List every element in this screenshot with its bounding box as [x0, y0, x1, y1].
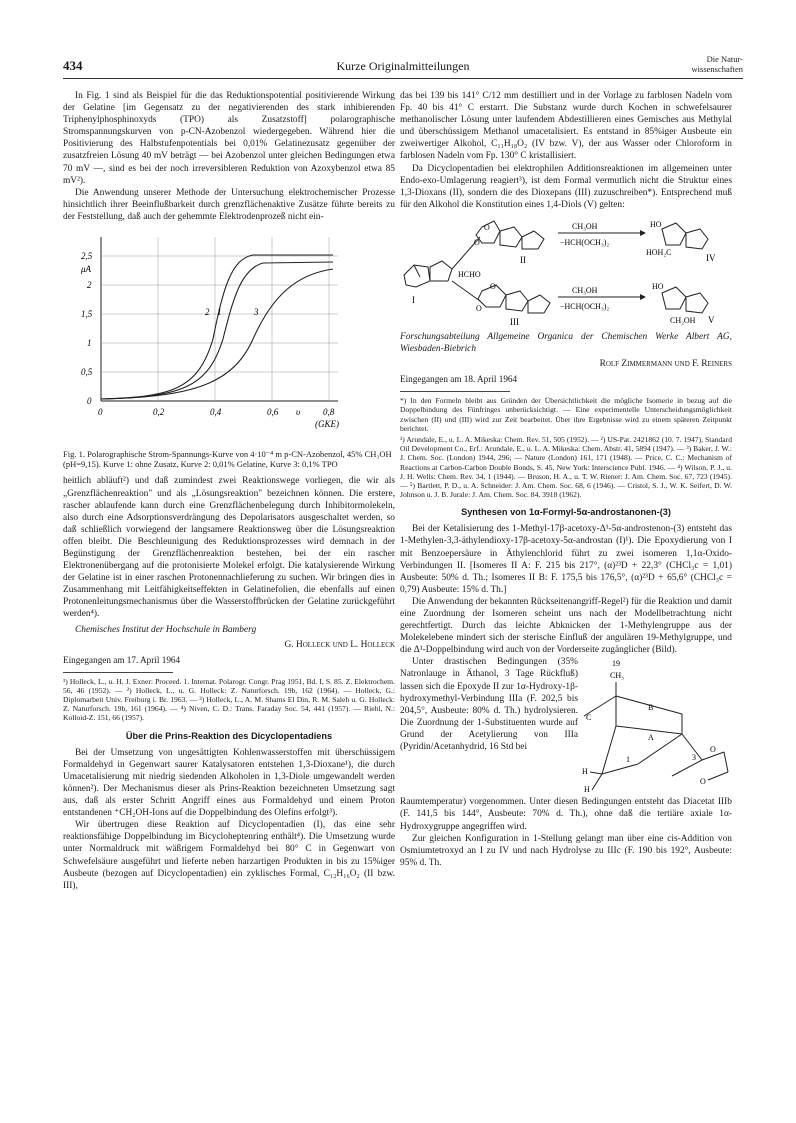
references: ¹) Holleck, L., u. H. J. Exner: Proceed. 1. Internat. Polarogr. Congr. Prag 1951, Bd. I, S. 85. Z. Elektrochem. 56, 46 (1952). — ²) Holleck, L., u. G. Holleck: Z. Naturforsch. 19b, 162 (1964). — Holleck, G.: Diplomarbeit Univ. Freiburg i. Br. 1963. — ³) Holleck, L., A. M. Shams El Din, R. M. Saleh u. G. Holleck: Z. Naturforsch. 19b, 161 (1964). — ⁴) Niven, C. D.: Trans. Faraday Soc. 54, 441 (1957). — Riehl, N.: Kolloid-Z. 151, 66 (1957). — [63, 676, 395, 723]
y-tick: 2,5 — [81, 251, 93, 262]
header-rule — [63, 78, 743, 79]
arrow-head — [640, 294, 646, 300]
byproduct-top: −HCH(OCH₃)₂ — [560, 237, 610, 247]
curve-label: 2 — [205, 307, 210, 318]
x-tick: 0,6 — [267, 407, 279, 418]
oxygen: O — [710, 745, 716, 755]
curve-2 — [101, 255, 333, 399]
paragraph: Die Anwendung der bekannten Rückseitenangriff-Regel²) für die Reaktion und damit eine Zuordnung der Isomeren scheint uns nach der Modellbetrachtung nicht gerechtfertigt. Durch das leichte Abknicken der 1-Methylengruppe aus der Molekelebene mindert sich der sterische Einfluß der angulären 19-Methylgruppe, und die Δ¹-Doppelbindung wird auch von der Vorderseite zugänglicher (Bild). — [400, 596, 732, 656]
o-atom: O — [476, 303, 482, 313]
paragraph: Bei der Umsetzung von ungesättigten Kohlenwasserstoffen mit überschüssigem Formaldehyd in Gegenwart saurer Katalysatoren entstehen 1,3-Dioxane¹), die durch Umacetalisierung mit niedrig siedenden Alkoholen in 1,3-Diole umgewandelt werden können²). Der Mechanismus dieser als Prins-Reaktion bezeichneten Umsetzung sagt aus, daß als erster Schritt Angriff eines aus Formaldehyd und einem Proton entstandenen ⁺CH₂OH-Ions auf die Doppelbindung des Olefins erfolgt³). — [63, 747, 395, 819]
label-III: III — [510, 316, 519, 327]
compound-V — [662, 287, 708, 313]
journal-section: Kurze Originalmitteilungen — [336, 59, 470, 73]
ring-c-label: C — [586, 713, 592, 723]
paragraph: Wir übertrugen diese Reaktion auf Dicyclopentadien (I), das eine sehr reaktionsfähige Doppelbindung im Bicycloheptenring enthält⁴). Die Umsetzung wurde unter Normaldruck mit wäßrigem Formaldehyd bei 80° C in Gegenwart von Schwefelsäure ausgeführt und lieferte neben harzartigen Produkten in bis zu 15%iger Ausbeute (bezogen auf Dicyclopentadien) ein zyklisches Formal, C₁₂H₁₆O₂ (II bzw. III), — [63, 820, 395, 891]
x-variable: υ — [296, 407, 301, 418]
gridlines — [101, 237, 338, 401]
x-tick: 0,2 — [153, 407, 165, 418]
text-with-figure — [400, 656, 732, 795]
position-3: 3 — [692, 753, 696, 763]
authors: Rolf Zimmermann und F. Reiners — [599, 359, 732, 370]
y-tick: 1,5 — [81, 309, 93, 320]
journal-name: Die Natur- wissenschaften — [691, 54, 743, 74]
footnote-rule — [63, 672, 173, 673]
hcho-label: HCHO — [458, 269, 481, 279]
o-atom: O — [474, 237, 480, 247]
curve-3 — [101, 269, 333, 399]
byproduct-bottom: −HCH(OCH₃)₂ — [560, 301, 610, 311]
y-tick: 0,5 — [81, 367, 93, 378]
institute: Forschungsabteilung Allgemeine Organica der Chemischen Werke Albert AG, Wiesbaden-Biebrich — [400, 331, 732, 355]
label-II: II — [520, 254, 526, 265]
paragraph: Raumtemperatur) vorgenommen. Unter diesen Bedingungen entsteht das Diacetat IIIb (F. 141,5 bis 144°, Ausbeute: 70% d. Th.), ohne daß die tertiäre axiale 1α-Hydroxygruppe angegriffen wird. — [400, 797, 732, 832]
figure-1 — [63, 229, 395, 449]
compound-III — [478, 285, 550, 313]
received-date: Eingegangen am 17. April 1964 — [63, 654, 181, 665]
paragraph: das bei 139 bis 141° C/12 mm destilliert und in der Vorlage zu farblosen Nadeln vom Fp. 40 bis 41° C erstarrt. Die Substanz wurde durch Kochen in schwefelsaurer methanolischer Lösung unter laufendem Abdestillieren eines Gemisches aus Methylal und überschüssigem Methanol umacetalisiert. Es entstand in 85%iger Ausbeute ein zweiwertiger Alkohol, C₁₁H₁₈O₂ (IV bzw. V), der aus Wasser oder Chloroform in farblosen Nadeln vom Fp. 130° C kristallisiert. — [400, 91, 732, 162]
hoh2c-group: HOH₂C — [646, 247, 672, 257]
figure-caption: Fig. 1. Polarographische Strom-Spannungs-Kurve von 4·10⁻⁴ m p-CN-Azobenzol, 45% CH₃OH (pH=9,15). Kurve 1: ohne Zusatz, Kurve 2: 0,01% Gelatine, Kurve 3: 0,1% TPO — [63, 449, 392, 470]
footnote: *) In den Formeln bleibt aus Gründen der Übersichtlichkeit die mögliche Isomerie in bezug auf die Doppelbindung des Fünfringes unberücksichtigt. — Eine experimentelle Unterscheidungsmöglichkeit zwischen (II) und (III) wird zur Zeit bearbeitet. Über ihre Ergebnisse wird zu einem späteren Zeitpunkt berichtet. — [400, 396, 732, 433]
institute: Chemisches Institut der Hochschule in Bamberg — [75, 624, 257, 635]
o-atom: O — [490, 281, 496, 291]
arrow-head — [640, 230, 646, 236]
oxygen: O — [700, 777, 706, 787]
reaction-scheme — [400, 215, 732, 327]
compound-IV — [662, 223, 708, 249]
y-tick: 0 — [87, 396, 92, 407]
section-title: Synthesen von 1α-Formyl-5α-androstanonen-(3) — [461, 507, 671, 518]
left-column — [63, 90, 395, 892]
x-unit: (GKE) — [315, 419, 339, 430]
label-I: I — [412, 294, 415, 305]
footnote-rule — [400, 391, 510, 392]
paragraph: Da Dicyclopentadien bei elektrophilen Additionsreaktionen im allgemeinen unter Endo-exo-Umlagerung reagiert³), ist dem Formal vermutlich nicht die Struktur eines 1,3-Dioxans (II), sondern die des Dioxepans (III) zuzuschreiben*). Entsprechend muß für den Alkohol die Konstitution eines 1,4-Diols (V) gelten: — [400, 163, 732, 210]
right-column — [400, 90, 732, 869]
paragraph: heitlich abläuft²) und daß zumindest zwei Reaktionswege vorliegen, die wir als „Grenzflächenreaktion" und als „Lösungsreaktion" bezeichnen können. Die erstere, rascher ablaufende kann durch eine Grenzflächenbelegung durch Inhibitormolekeln, also durch eine Adsorptionsverdrängung des Depolarisators ausgeschaltet werden, so daß schließlich vorwiegend der langsamere Reaktionsweg über die Lösungsreaktion offen bleibt. Die Beschleunigung des Reduktionsprozesses wird demnach in der Begünstigung der Grenzflächenreaktion bestehen, bei der ein rascher Elektronenübergang auf die protonisierte Molekel erfolgt. Die katalysierende Wirkung der Gelatine ist in einer raschen Protonennachlieferung zu suchen. Wir bringen dies in Zusammenhang mit Leitfähigkeitseffekten in Gelatinefolien, die ebenfalls auf einen Protonenleitungsmechanismus über die Wasserstoffbrücken der Gelatine zurückgeführt werden⁴). — [63, 476, 395, 620]
x-tick: 0,4 — [210, 407, 222, 418]
position-1: 1 — [626, 755, 630, 765]
received-date: Eingegangen am 18. April 1964 — [400, 374, 518, 385]
page-header — [63, 54, 743, 78]
reagent-bottom: CH₃OH — [572, 285, 598, 295]
label-IV: IV — [706, 252, 716, 263]
paragraph: Bei der Ketalisierung des 1-Methyl-17β-acetoxy-Δ¹-5α-androstenon-(3) entsteht das 1-Methylen-3,3-äthylendioxy-17β-acetoxy-5α-androstan (I)¹). Die Epoxydierung von I mit Benzoepersäure in Äthylenchlorid führt zu zwei isomeren 1,1α-Oxido-Verbindungen II. [Isomeres II A: F. 215 bis 217°, (α)²³D + 22,3° (CHCl₃c = 1,01) Ausbeute: 50% d. Th.; Isomeres II B: F. 175,5 bis 176,5°, (α)²³D + 65,6° (CHCl₃c = 0,79) Ausbeute: 15% d. Th.] — [400, 524, 732, 595]
page-number: 434 — [63, 58, 83, 73]
paragraph: Die Anwendung unserer Methode der Untersuchung elektrochemischer Prozesse hinsichtlich ihrer Beeinflußbarkeit durch grenzflächenaktive Zusätze führte bereits zu der Feststellung, daß auch der gehemmte Elektrodenprozeß nicht ein- — [63, 187, 395, 222]
ring-a-label: A — [648, 733, 654, 743]
steroid-skeleton — [584, 682, 728, 790]
ho-group: HO — [652, 281, 664, 291]
label-V: V — [708, 314, 715, 325]
x-tick: 0,8 — [323, 407, 335, 418]
paragraph: Unter drastischen Bedingungen (35% Natronlauge in Äthanol, 3 Tage Rückfluß) lassen sich die Epoxyde II zur 1α-Hydroxy-1β-hydroxymethyl-Verbindung IIIa (F. 202,5 bis 204,5°, Ausbeute: 80% d. Th.) hydrolysieren. Die Zuordnung der 1-Substituenten wurde auf Grund der Acetylierung von IIIa (Pyridin/Acetanhydrid, 16 Std bei — [400, 657, 578, 753]
polarogram-plot — [63, 229, 395, 444]
references: ¹) Arundale, E., u. L. A. Mikeska: Chem. Rev. 51, 505 (1952). — ²) US-Pat. 2421862 (10. 7. 1947), Standard Oil Development Co., Erf.: Arundale, E., u. L. A. Mikeska: Chem. Abstr. 41, 5894 (1947). — ³) Baker, J. W.: J. Chem. Soc. (London) 1944, 296; — Nature (London) 161, 171 (1948). — Price, C. C.: Mechanism of Reactions at Carbon-Carbon Double Bonds, S. 45. New York: Interscience Publ. 1946. — ⁴) Wilson, P. J., u. J. H. Wells: Chem. Rev. 34, 1 (1944). — Bruson, H. A., u. T. W. Riener: J. Am. Chem. Soc. 67, 723 (1945). — ⁵) Bartlett, P. D., u. A. Schneider: J. Am. Chem. Soc. 68, 6 (1946). — Cristol, S. J., W. K. Seifert, D. W. Johnson u. J. B. Jurale: J. Am. Chem. Soc. 84, 3918 (1962). — [400, 434, 732, 500]
ho-group: HO — [650, 219, 662, 229]
compound-I — [404, 261, 452, 287]
arrow — [452, 281, 480, 301]
authors: G. Holleck und L. Holleck — [284, 639, 395, 650]
steroid-figure — [582, 656, 732, 796]
ring-b-label: B — [648, 703, 654, 713]
c19-label: 19 — [612, 659, 620, 669]
y-unit: μA — [81, 264, 92, 275]
paragraph: Zur gleichen Konfiguration in 1-Stellung gelangt man über eine cis-Addition von Osmiumtetroxyd an I zu IV und nach Hydrolyse zu IIIc (F. 190 bis 192°, Ausbeute: 95% d. Th. — [400, 833, 732, 868]
paragraph: In Fig. 1 sind als Beispiel für die das Reduktionspotential positivierende Wirkung der Gelatine [im Gegensatz zu der negativierenden des stark inhibierenden Triphenylphosphinoxyds (TPO) als Zusatzstoff] polarographische Stromspannungskurven von p-CN-Azobenzol wiedergegeben. Während hier die Positivierung des Halbstufenpotentials bei 0,01% Gelatinezusatz gegenüber der zusatzfreien Lösung 40 mV beträgt — bei Azobenzol unter gleichen Bedingungen etwa 70 mV —, sind es bei der noch irreversibleren Reduktion von Azoxybenzol etwa 85 mV²). — [63, 91, 395, 186]
ch2oh-group: CH₂OH — [670, 315, 696, 325]
hydrogen: H — [584, 785, 590, 795]
ch3-label: CH₃ — [610, 671, 624, 681]
y-tick: 2 — [87, 280, 92, 291]
reagent-top: CH₃OH — [572, 221, 598, 231]
y-tick: 1 — [87, 338, 92, 349]
section-title: Über die Prins-Reaktion des Dicyclopentadiens — [125, 730, 333, 741]
curve-label: 1 — [217, 307, 222, 318]
x-tick: 0 — [98, 407, 103, 418]
o-atom: O — [484, 222, 490, 232]
curve-label: 3 — [254, 307, 259, 318]
hydrogen: H — [582, 767, 588, 777]
